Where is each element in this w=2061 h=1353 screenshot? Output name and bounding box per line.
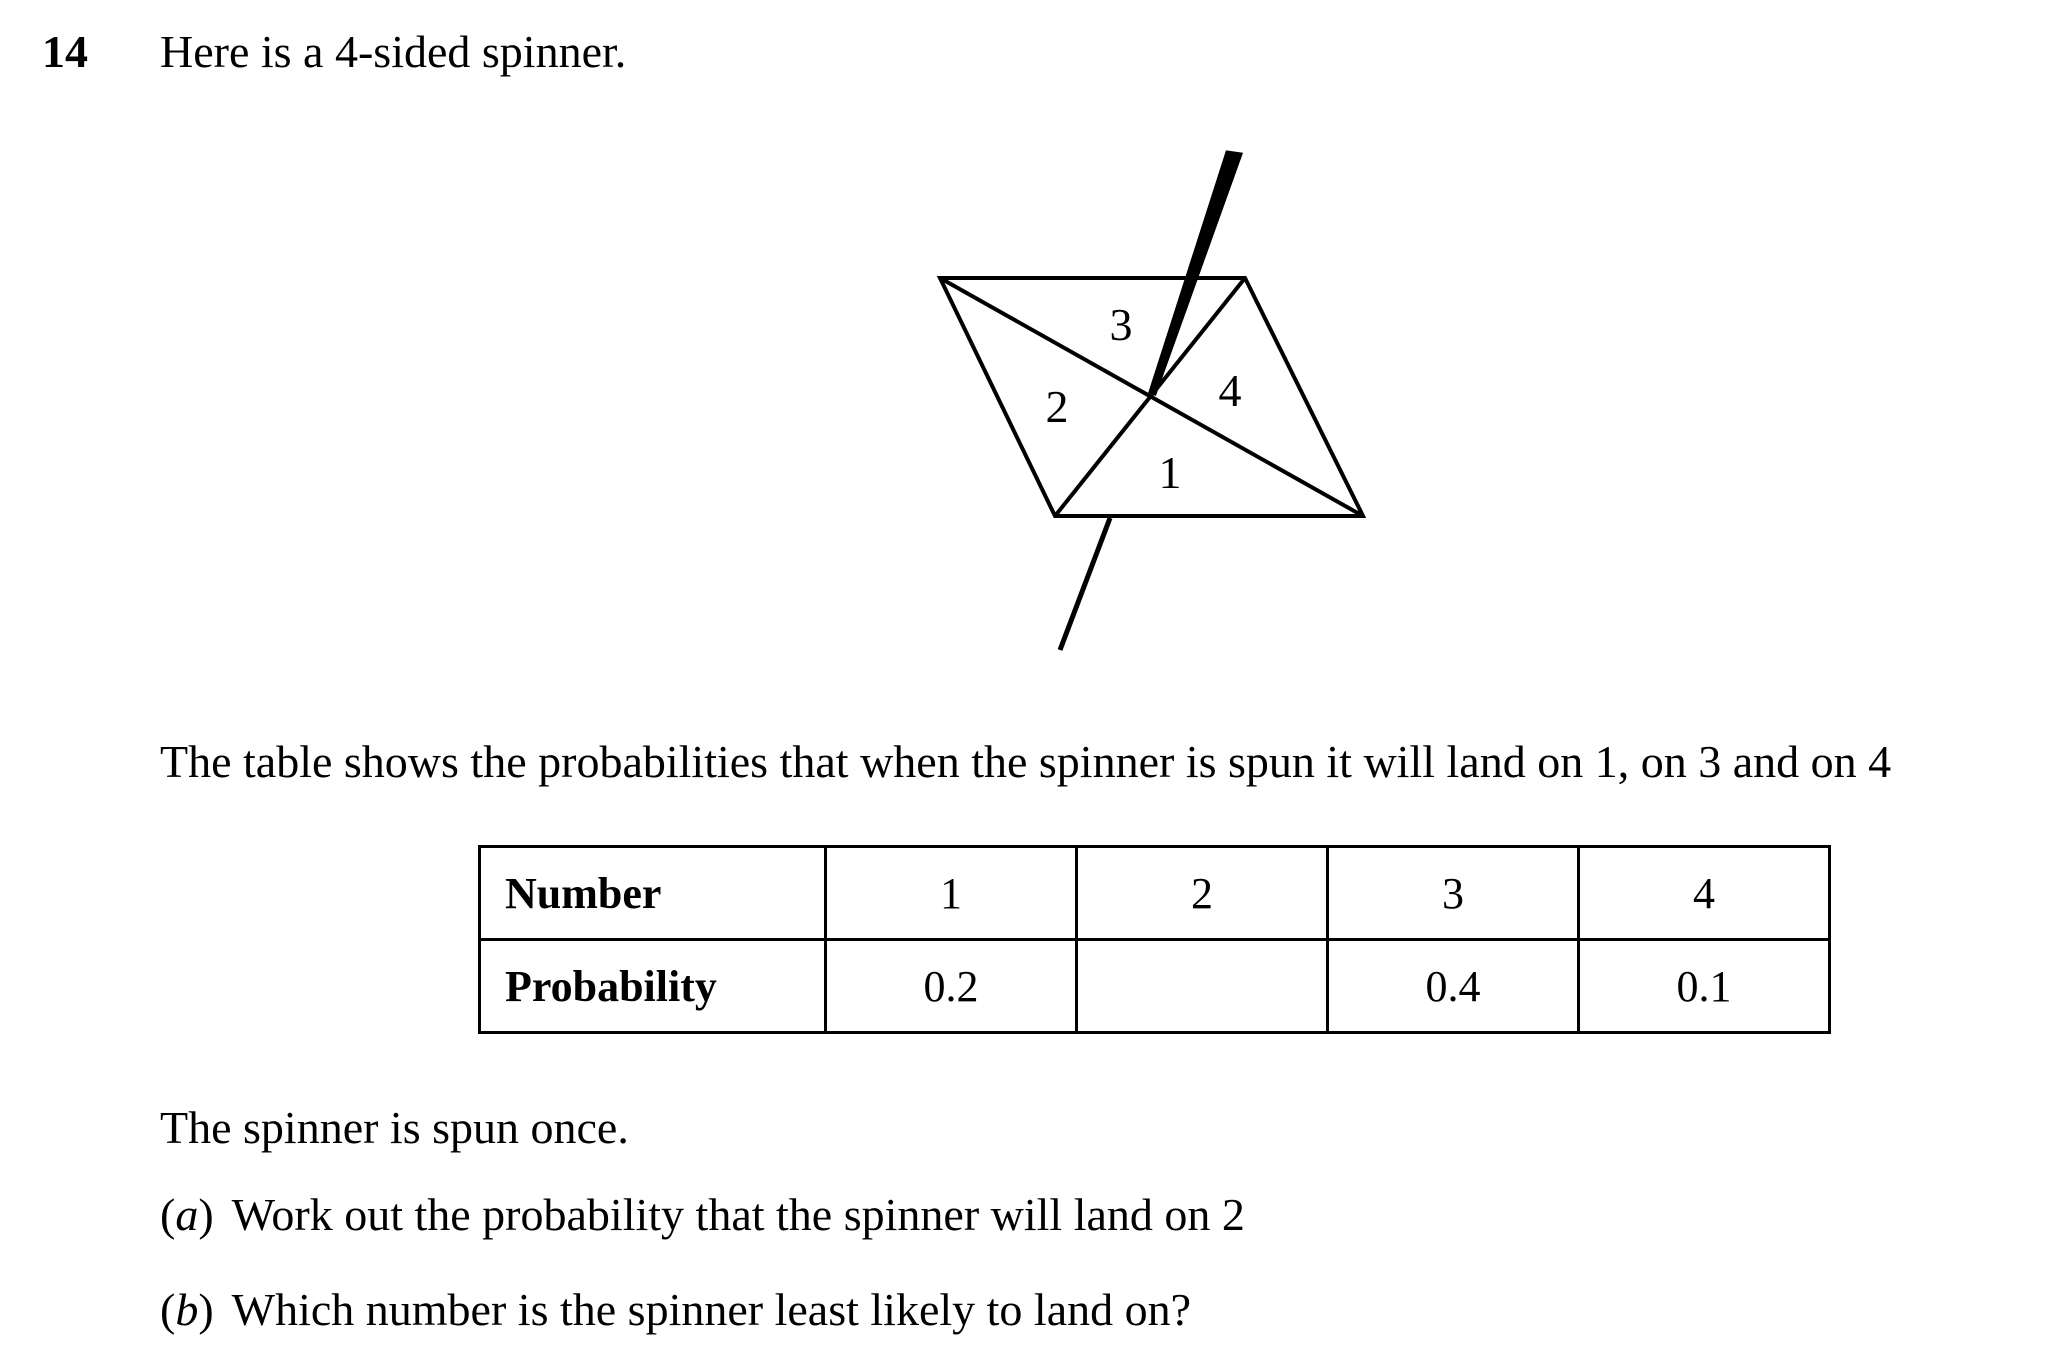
spinner-label-2: 2 xyxy=(1045,381,1069,432)
part-a-text: Work out the probability that the spinner will land on 2 xyxy=(231,1189,1245,1240)
row-header-probability: Probability xyxy=(480,940,826,1033)
number-cell-2: 2 xyxy=(1077,847,1328,940)
table-intro-text: The table shows the probabilities that when the spinner is spun it will land on 1, on 3 and on 4 xyxy=(160,736,1892,787)
number-cell-1: 1 xyxy=(826,847,1077,940)
table-row-number xyxy=(480,847,1830,940)
number-cell-3: 3 xyxy=(1328,847,1579,940)
spinner-pointer-tail xyxy=(1060,518,1110,650)
probability-table xyxy=(478,845,1831,1034)
part-b-label: (b) xyxy=(160,1284,214,1335)
spinner-label-1: 1 xyxy=(1158,447,1182,498)
probability-cell-4: 0.1 xyxy=(1579,940,1830,1033)
spun-once-text: The spinner is spun once. xyxy=(160,1102,629,1153)
table-row-probability xyxy=(480,940,1830,1033)
probability-cell-2 xyxy=(1077,940,1328,1033)
spinner-label-4: 4 xyxy=(1218,365,1242,416)
question-number: 14 xyxy=(42,26,88,77)
row-header-number: Number xyxy=(480,847,826,940)
part-b-text: Which number is the spinner least likely to land on? xyxy=(231,1284,1192,1335)
number-cell-4: 4 xyxy=(1579,847,1830,940)
probability-cell-3: 0.4 xyxy=(1328,940,1579,1033)
part-b xyxy=(160,1282,1191,1338)
part-a xyxy=(160,1187,1245,1243)
spinner-label-3: 3 xyxy=(1109,299,1133,350)
question-intro: Here is a 4-sided spinner. xyxy=(160,26,627,77)
part-a-label: (a) xyxy=(160,1189,214,1240)
probability-cell-1: 0.2 xyxy=(826,940,1077,1033)
